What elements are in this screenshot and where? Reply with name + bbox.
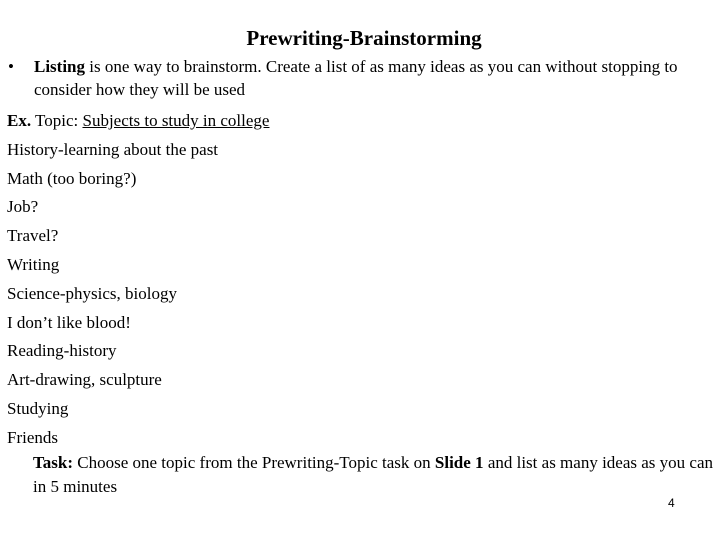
list-item: Math (too boring?) — [7, 168, 137, 188]
bullet-description: is one way to brainstorm. Create a list of as many ideas as you can without stopping to consider how they will be used — [34, 57, 678, 99]
list-item: Art-drawing, sculpture — [7, 370, 162, 390]
list-item: Travel? — [7, 226, 59, 246]
bullet-point-listing — [8, 55, 708, 101]
example-topic: Subjects to study in college — [82, 111, 270, 130]
list-item: Friends — [7, 427, 58, 447]
page-number: 4 — [668, 496, 675, 510]
brainstorm-list — [7, 107, 269, 453]
example-topic-label: Topic: — [31, 111, 83, 130]
task-instructions — [33, 451, 713, 499]
list-item: I don’t like blood! — [7, 312, 131, 332]
list-item: Studying — [7, 398, 69, 418]
list-item: History-learning about the past — [7, 139, 219, 159]
bullet-term: Listing — [34, 57, 86, 76]
example-topic-line — [7, 107, 269, 136]
bullet-marker: • — [8, 57, 14, 76]
task-slide-reference: Slide 1 — [434, 453, 484, 472]
slide-title: Prewriting-Brainstorming — [246, 26, 482, 50]
example-prefix: Ex. — [7, 111, 32, 130]
list-item: Science-physics, biology — [7, 283, 177, 303]
list-item: Job? — [7, 197, 39, 217]
list-item: Writing — [7, 254, 60, 274]
task-text-before: Choose one topic from the Prewriting-Topic task on — [73, 453, 435, 472]
bullet-text — [34, 55, 708, 101]
task-label: Task: — [33, 453, 74, 472]
list-item: Reading-history — [7, 341, 117, 361]
task-text-after: and list as many ideas as you can in 5 minutes — [33, 453, 714, 496]
